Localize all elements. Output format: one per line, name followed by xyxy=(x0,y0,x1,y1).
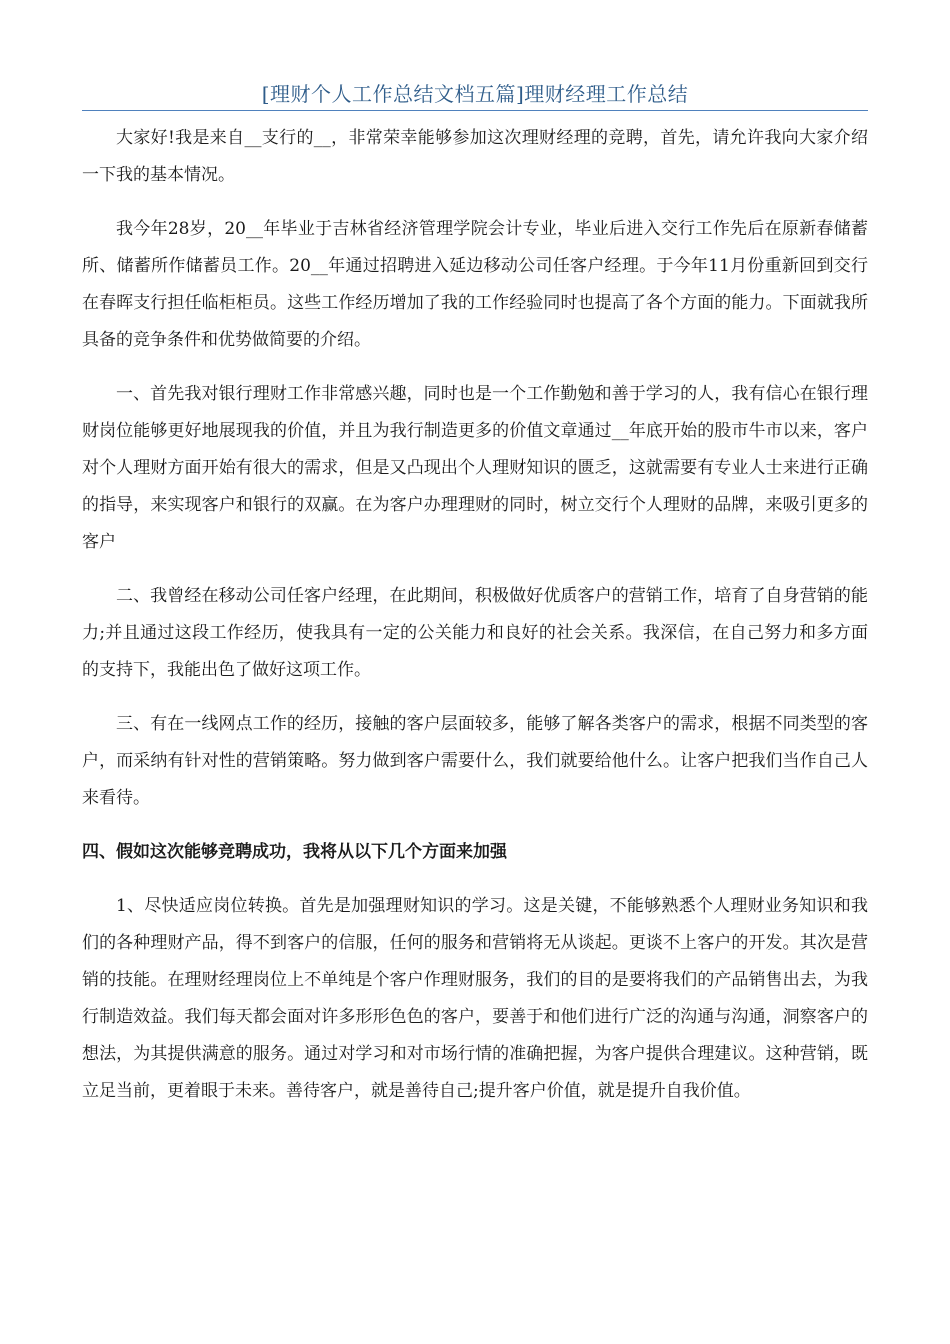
paragraph-point-two: 二、我曾经在移动公司任客户经理，在此期间，积极做好优质客户的营销工作，培育了自身营销的能力;并且通过这段工作经历，使我具有一定的公关能力和良好的社会关系。我深信，在自己努力和多方面的支持下，我能出色了做好这项工作。 xyxy=(82,586,868,680)
paragraph-point-one: 一、首先我对银行理财工作非常感兴趣，同时也是一个工作勤勉和善于学习的人，我有信心在银行理财岗位能够更好地展现我的价值，并且为我行制造更多的价值文章通过__年底开始的股市牛市以来，客户对个人理财方面开始有很大的需求，但是又凸现出个人理财知识的匮乏，这就需要有专业人士来进行正确的指导，来实现客户和银行的双赢。在为客户办理理财的同时，树立交行个人理财的品牌，来吸引更多的客户 xyxy=(82,384,868,552)
paragraph-background: 我今年28岁，20__年毕业于吉林省经济管理学院会计专业，毕业后进入交行工作先后在原新春储蓄所、储蓄所作储蓄员工作。20__年通过招聘进入延边移动公司任客户经理。于今年11月份重新回到交行在春晖支行担任临柜柜员。这些工作经历增加了我的工作经验同时也提高了各个方面的能力。下面就我所具备的竞争条件和优势做简要的介绍。 xyxy=(82,219,868,350)
paragraph-intro: 大家好!我是来自__支行的__，非常荣幸能够参加这次理财经理的竞聘，首先，请允许我向大家介绍一下我的基本情况。 xyxy=(82,128,868,185)
paragraph-section-item-one: 1、尽快适应岗位转换。首先是加强理财知识的学习。这是关键，不能够熟悉个人理财业务知识和我们的各种理财产品，得不到客户的信服，任何的服务和营销将无从谈起。更谈不上客户的开发。其次是营销的技能。在理财经理岗位上不单纯是个客户作理财服务，我们的目的是要将我们的产品销售出去，为我行制造效益。我们每天都会面对许多形形色色的客户，要善于和他们进行广泛的沟通与沟通，洞察客户的想法，为其提供满意的服务。通过对学习和对市场行情的准确把握，为客户提供合理建议。这种营销，既立足当前，更着眼于未来。善待客户，就是善待自己;提升客户价值，就是提升自我价值。 xyxy=(82,896,868,1101)
document-title: [理财个人工作总结文档五篇]理财经理工作总结 xyxy=(261,82,689,106)
document-header xyxy=(82,78,868,111)
document-body xyxy=(82,120,868,1127)
section-heading: 四、假如这次能够竞聘成功，我将从以下几个方面来加强 xyxy=(82,842,507,862)
paragraph-point-three: 三、有在一线网点工作的经历，接触的客户层面较多，能够了解各类客户的需求，根据不同类型的客户，而采纳有针对性的营销策略。努力做到客户需要什么，我们就要给他什么。让客户把我们当作自己人来看待。 xyxy=(82,714,868,808)
